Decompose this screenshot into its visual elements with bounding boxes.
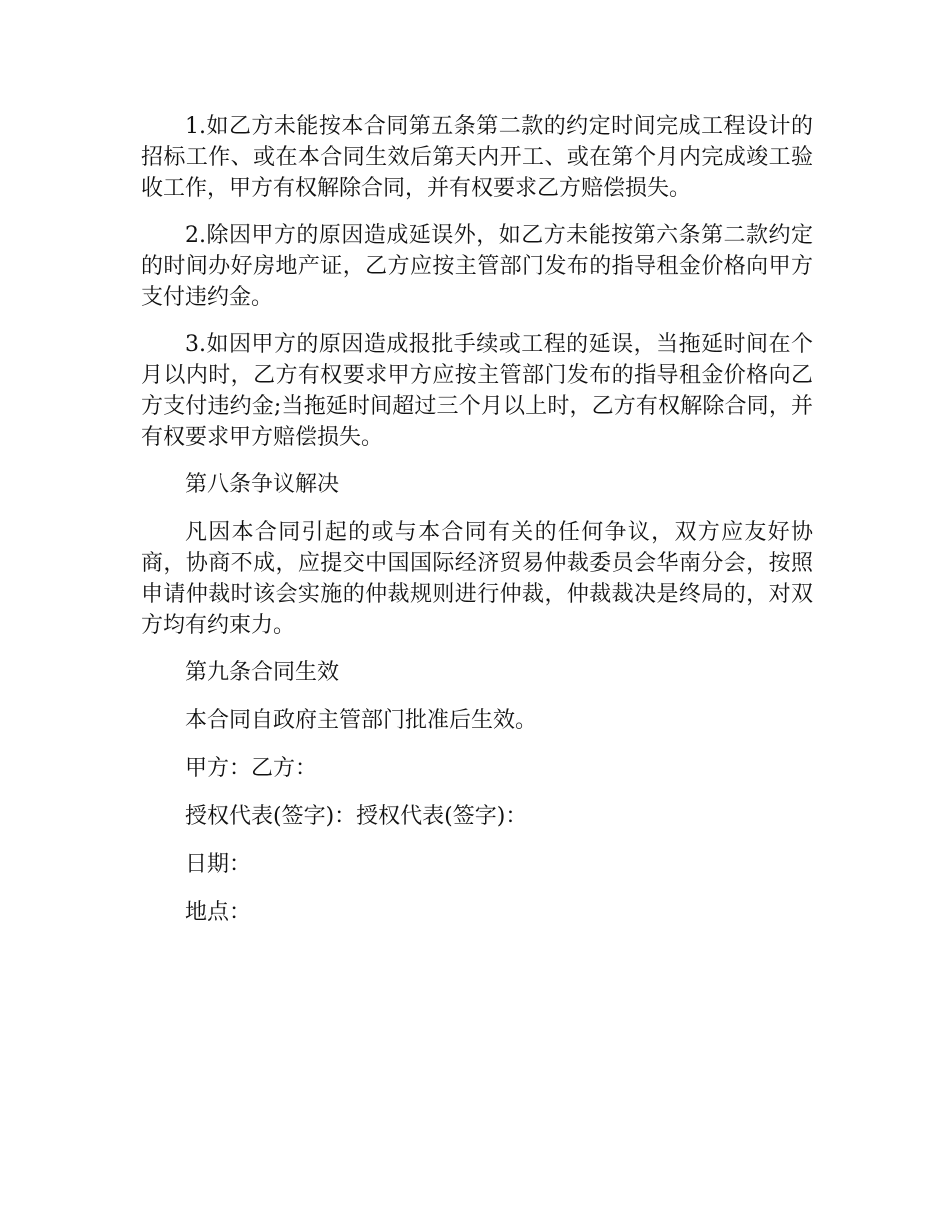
article-9-heading: 第九条合同生效 — [185, 660, 340, 685]
document-page — [141, 111, 813, 945]
authorized-representative-line: 授权代表(签字)：授权代表(签字)： — [185, 804, 528, 829]
article-8-body: 凡因本合同引起的或与本合同有关的任何争议，双方应友好协商，协商不成，应提交中国国际经济贸易仲裁委员会华南分会，按照申请仲裁时该会实施的仲裁规则进行仲裁，仲裁裁决是终局的，对双方均有约束力。 — [141, 520, 813, 638]
date-line: 日期： — [185, 852, 252, 877]
clause-7-item-3: 3.如因甲方的原因造成报批手续或工程的延误，当拖延时间在个月以内时，乙方有权要求甲方应按主管部门发布的指导租金价格向乙方支付违约金;当拖延时间超过三个月以上时，乙方有权解除合同，并有权要求甲方赔偿损失。 — [141, 332, 813, 450]
location-line: 地点： — [185, 900, 252, 925]
clause-7-item-1: 1.如乙方未能按本合同第五条第二款的约定时间完成工程设计的招标工作、或在本合同生效后第天内开工、或在第个月内完成竣工验收工作，甲方有权解除合同，并有权要求乙方赔偿损失。 — [141, 114, 813, 201]
party-signature-line: 甲方：乙方： — [185, 756, 318, 781]
article-9-body: 本合同自政府主管部门批准后生效。 — [185, 708, 538, 733]
article-8-heading: 第八条争议解决 — [185, 472, 340, 497]
clause-7-item-2: 2.除因甲方的原因造成延误外，如乙方未能按第六条第二款约定的时间办好房地产证，乙方应按主管部门发布的指导租金价格向甲方支付违约金。 — [141, 223, 813, 310]
